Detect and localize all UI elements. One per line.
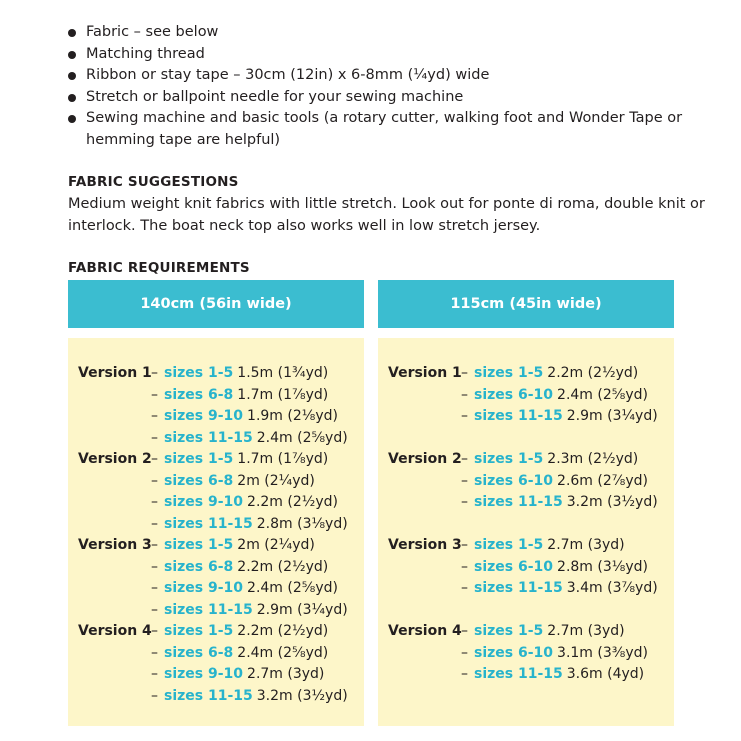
fabric-amount: 2.7m (3yd) bbox=[547, 623, 625, 639]
size-range: sizes 1-5 bbox=[164, 365, 234, 381]
version-label bbox=[78, 428, 151, 450]
version-label bbox=[78, 492, 151, 514]
size-range: sizes 11-15 bbox=[164, 601, 253, 618]
requirement-row bbox=[78, 406, 364, 428]
dash-separator: – bbox=[151, 494, 158, 510]
size-range: sizes 1-5 bbox=[164, 451, 234, 467]
fabric-amount: 2.6m (2⅞yd) bbox=[557, 472, 648, 489]
version-label bbox=[388, 406, 461, 428]
version-label bbox=[388, 664, 461, 686]
size-range: sizes 1-5 bbox=[474, 537, 544, 553]
size-range: sizes 11-15 bbox=[164, 687, 253, 704]
dash-separator: – bbox=[151, 580, 158, 596]
fabric-amount: 2.4m (2⅝yd) bbox=[256, 429, 348, 446]
dash-separator: – bbox=[151, 644, 158, 661]
version-label bbox=[388, 514, 461, 536]
materials-item: Stretch or ballpoint needle for your sewing machine bbox=[66, 87, 706, 109]
dash-separator: – bbox=[461, 408, 468, 424]
requirement-row bbox=[78, 621, 364, 643]
size-range: sizes 6-10 bbox=[474, 644, 554, 661]
dash-separator bbox=[461, 428, 474, 450]
fabric-amount: 2.7m (3yd) bbox=[247, 666, 325, 682]
requirement-row bbox=[78, 385, 364, 407]
size-range: sizes 11-15 bbox=[474, 494, 563, 510]
fabric-amount: 2m (2¼yd) bbox=[237, 472, 315, 489]
requirement-row bbox=[388, 363, 674, 385]
version-label bbox=[388, 578, 461, 600]
size-range: sizes 11-15 bbox=[164, 515, 253, 532]
version-label bbox=[78, 686, 151, 708]
version-label bbox=[78, 406, 151, 428]
size-range: sizes 6-8 bbox=[164, 644, 234, 661]
requirement-row bbox=[78, 363, 364, 385]
dash-separator: – bbox=[461, 558, 468, 575]
version-label bbox=[388, 385, 461, 407]
version-label: Version 2 bbox=[78, 451, 152, 467]
requirement-row bbox=[388, 449, 674, 471]
dash-separator: – bbox=[461, 472, 468, 489]
requirement-row bbox=[388, 578, 674, 600]
fabric-amount: 3.4m (3⅞yd) bbox=[566, 580, 658, 596]
fabric-amount: 2.2m (2½yd) bbox=[547, 365, 639, 381]
version-label bbox=[78, 514, 151, 536]
requirement-row bbox=[78, 664, 364, 686]
requirements-rows bbox=[388, 363, 674, 686]
version-label bbox=[78, 471, 151, 493]
requirement-row bbox=[388, 621, 674, 643]
fabric-suggestions-text: Medium weight knit fabrics with little stretch. Look out for ponte di roma, double knit or interlock. The boat neck top also works well in low stretch jersey. bbox=[68, 196, 705, 234]
version-label bbox=[78, 578, 151, 600]
version-label: Version 3 bbox=[388, 537, 462, 553]
requirement-row bbox=[388, 643, 674, 665]
fabric-amount: 2.4m (2⅝yd) bbox=[237, 644, 329, 661]
fabric-amount: 2.9m (3¼yd) bbox=[566, 408, 658, 424]
requirement-row bbox=[388, 471, 674, 493]
fabric-amount: 2.2m (2½yd) bbox=[247, 494, 338, 510]
size-range: sizes 9-10 bbox=[164, 580, 244, 596]
version-label bbox=[78, 600, 151, 622]
fabric-amount: 2.7m (3yd) bbox=[547, 537, 625, 553]
fabric-amount: 1.7m (1⅞yd) bbox=[237, 386, 329, 403]
fabric-amount: 2.2m (2½yd) bbox=[237, 558, 329, 575]
fabric-amount: 1.5m (1¾yd) bbox=[237, 365, 329, 381]
dash-separator: – bbox=[461, 580, 468, 596]
version-label bbox=[78, 643, 151, 665]
size-range: sizes 9-10 bbox=[164, 494, 244, 510]
materials-item: Matching thread bbox=[66, 44, 706, 66]
requirement-row bbox=[78, 514, 364, 536]
version-label bbox=[388, 492, 461, 514]
dash-separator: – bbox=[151, 429, 158, 446]
materials-item: Ribbon or stay tape – 30cm (12in) x 6-8mm (¼yd) wide bbox=[66, 65, 706, 87]
requirement-row bbox=[388, 385, 674, 407]
dash-separator: – bbox=[461, 537, 468, 553]
fabric-amount: 3.2m (3½yd) bbox=[256, 687, 348, 704]
size-range: sizes 11-15 bbox=[164, 429, 253, 446]
requirement-row bbox=[388, 492, 674, 514]
panel-header: 140cm (56in wide) bbox=[68, 280, 364, 328]
dash-separator: – bbox=[151, 687, 158, 704]
version-label bbox=[78, 664, 151, 686]
version-label bbox=[388, 600, 461, 622]
requirement-row bbox=[78, 578, 364, 600]
size-range: sizes 9-10 bbox=[164, 666, 244, 682]
dash-separator bbox=[461, 600, 474, 622]
requirements-rows bbox=[78, 363, 364, 707]
fabric-amount: 2.8m (3⅛yd) bbox=[256, 515, 348, 532]
dash-separator: – bbox=[151, 666, 158, 682]
size-range: sizes 11-15 bbox=[474, 408, 563, 424]
fabric-amount: 1.7m (1⅞yd) bbox=[237, 451, 329, 467]
version-label bbox=[388, 557, 461, 579]
dash-separator: – bbox=[151, 515, 158, 532]
version-label: Version 1 bbox=[78, 365, 152, 381]
version-label bbox=[78, 557, 151, 579]
requirement-row bbox=[78, 492, 364, 514]
panel-body bbox=[68, 338, 364, 726]
requirement-row bbox=[78, 471, 364, 493]
size-range: sizes 6-10 bbox=[474, 386, 554, 403]
version-label: Version 3 bbox=[78, 537, 152, 553]
version-label bbox=[388, 428, 461, 450]
requirement-row bbox=[78, 428, 364, 450]
requirement-row bbox=[78, 686, 364, 708]
requirement-row bbox=[78, 535, 364, 557]
dash-separator: – bbox=[461, 386, 468, 403]
dash-separator: – bbox=[151, 558, 158, 575]
size-range: sizes 11-15 bbox=[474, 666, 563, 682]
fabric-suggestions-heading: FABRIC SUGGESTIONS bbox=[68, 174, 239, 190]
dash-separator: – bbox=[151, 408, 158, 424]
fabric-amount: 3.1m (3⅜yd) bbox=[557, 644, 648, 661]
dash-separator: – bbox=[151, 537, 158, 553]
requirement-row bbox=[388, 535, 674, 557]
size-range: sizes 6-10 bbox=[474, 558, 554, 575]
version-label bbox=[388, 643, 461, 665]
dash-separator: – bbox=[461, 644, 468, 661]
requirement-row bbox=[388, 514, 674, 536]
dash-separator: – bbox=[151, 386, 158, 403]
materials-item: Fabric – see below bbox=[66, 22, 706, 44]
fabric-amount: 2.9m (3¼yd) bbox=[256, 601, 348, 618]
dash-separator: – bbox=[151, 451, 158, 467]
fabric-amount: 3.6m (4yd) bbox=[566, 666, 645, 682]
size-range: sizes 1-5 bbox=[164, 537, 234, 553]
dash-separator: – bbox=[461, 494, 468, 510]
requirement-row bbox=[78, 449, 364, 471]
size-range: sizes 6-10 bbox=[474, 472, 554, 489]
panel-140cm bbox=[68, 280, 364, 726]
dash-separator: – bbox=[151, 601, 158, 618]
version-label: Version 1 bbox=[388, 365, 462, 381]
fabric-amount: 2.4m (2⅝yd) bbox=[557, 386, 648, 403]
panel-header: 115cm (45in wide) bbox=[378, 280, 674, 328]
requirement-row bbox=[388, 428, 674, 450]
size-range: sizes 1-5 bbox=[164, 623, 234, 639]
panel-115cm bbox=[378, 280, 674, 726]
fabric-amount: 1.9m (2⅛yd) bbox=[247, 408, 338, 424]
version-label: Version 4 bbox=[78, 623, 152, 639]
fabric-amount: 2.2m (2½yd) bbox=[237, 623, 329, 639]
size-range: sizes 1-5 bbox=[474, 623, 544, 639]
version-label: Version 4 bbox=[388, 623, 462, 639]
dash-separator: – bbox=[151, 472, 158, 489]
requirement-row bbox=[388, 600, 674, 622]
requirement-row bbox=[78, 600, 364, 622]
size-range: sizes 11-15 bbox=[474, 580, 563, 596]
requirement-row bbox=[388, 664, 674, 686]
dash-separator: – bbox=[151, 365, 158, 381]
fabric-amount: 2m (2¼yd) bbox=[237, 537, 315, 553]
size-range: sizes 6-8 bbox=[164, 386, 234, 403]
dash-separator: – bbox=[461, 451, 468, 467]
dash-separator: – bbox=[461, 623, 468, 639]
dash-separator: – bbox=[461, 365, 468, 381]
size-range: sizes 1-5 bbox=[474, 451, 544, 467]
fabric-amount: 2.3m (2½yd) bbox=[547, 451, 639, 467]
size-range: sizes 1-5 bbox=[474, 365, 544, 381]
materials-item: Sewing machine and basic tools (a rotary cutter, walking foot and Wonder Tape or hemming tape are helpful) bbox=[66, 108, 706, 151]
size-range: sizes 9-10 bbox=[164, 408, 244, 424]
version-label bbox=[388, 471, 461, 493]
fabric-amount: 2.4m (2⅝yd) bbox=[247, 580, 338, 596]
materials-list bbox=[66, 22, 706, 151]
size-range: sizes 6-8 bbox=[164, 558, 234, 575]
dash-separator: – bbox=[461, 666, 468, 682]
panel-body bbox=[378, 338, 674, 726]
version-label: Version 2 bbox=[388, 451, 462, 467]
requirement-row bbox=[78, 643, 364, 665]
fabric-amount: 3.2m (3½yd) bbox=[566, 494, 658, 510]
dash-separator: – bbox=[151, 623, 158, 639]
version-label bbox=[78, 385, 151, 407]
requirement-row bbox=[388, 557, 674, 579]
fabric-requirements-heading: FABRIC REQUIREMENTS bbox=[68, 260, 250, 276]
requirement-row bbox=[78, 557, 364, 579]
requirement-row bbox=[388, 406, 674, 428]
size-range: sizes 6-8 bbox=[164, 472, 234, 489]
fabric-amount: 2.8m (3⅛yd) bbox=[557, 558, 648, 575]
dash-separator bbox=[461, 514, 474, 536]
